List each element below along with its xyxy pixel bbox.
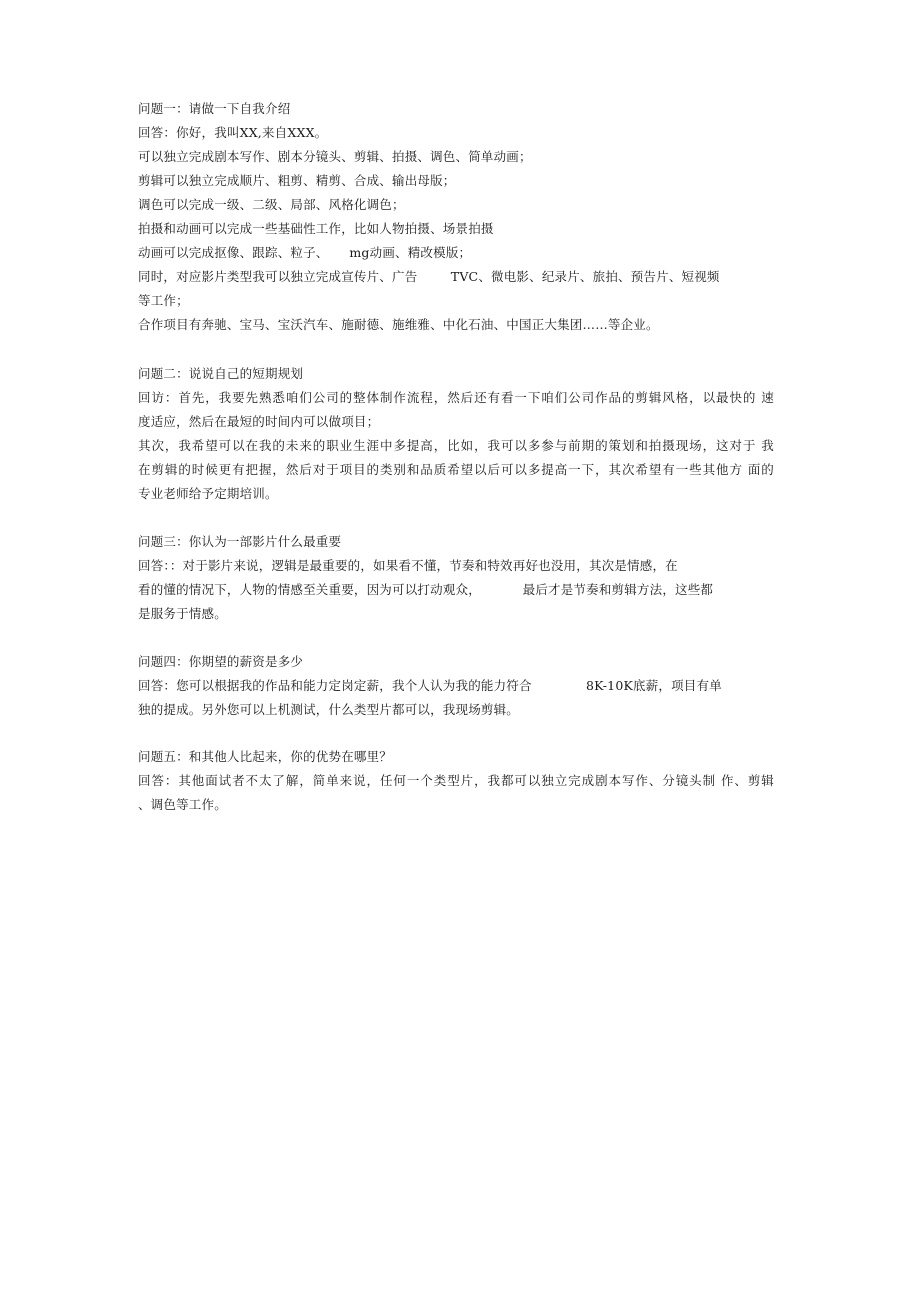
answer-3-line-1: 回答：：对于影片来说，逻辑是最重要的，如果看不懂，节奏和特效再好也没用，其次是情感，在 xyxy=(138,558,678,573)
question-2-heading: 问题二：说说自己的短期规划 xyxy=(138,366,304,381)
answer-5-line-2: 、调色等工作。 xyxy=(138,797,227,812)
question-1-heading: 问题一：请做一下自我介绍 xyxy=(138,101,291,116)
question-3-heading: 问题三：你认为一部影片什么最重要 xyxy=(138,534,342,549)
answer-1-line-5: 拍摄和动画可以完成一些基础性工作，比如人物拍摄、场景拍摄 xyxy=(138,221,494,236)
answer-1-line-1: 回答：你好，我叫XX,来自XXX。 xyxy=(138,125,328,140)
answer-1-line-7: 同时，对应影片类型我可以独立完成宣传片、广告 TVC、微电影、纪录片、旅拍、预告片、短视频 xyxy=(138,269,720,284)
answer-1-line-8: 等工作； xyxy=(138,293,189,308)
question-4-heading: 问题四：你期望的薪资是多少 xyxy=(138,654,304,669)
answer-5-line-1: 回答：其他面试者不太了解，简单来说，任何一个类型片，我都可以独立完成剧本写作、分镜头制 作、剪辑 xyxy=(138,773,774,788)
answer-2-line-1: 回访：首先，我要先熟悉咱们公司的整体制作流程，然后还有看一下咱们公司作品的剪辑风格，以最快的 速 xyxy=(138,390,774,405)
answer-1-line-3: 剪辑可以独立完成顺片、粗剪、精剪、合成、输出母版； xyxy=(138,173,456,188)
answer-1-line-2: 可以独立完成剧本写作、剧本分镜头、剪辑、拍摄、调色、简单动画； xyxy=(138,149,532,164)
answer-1-line-9: 合作项目有奔驰、宝马、宝沃汽车、施耐德、施维雅、中化石油、中国正大集团……等企业。 xyxy=(138,317,659,332)
answer-1-line-4: 调色可以完成一级、二级、局部、风格化调色； xyxy=(138,197,405,212)
answer-3-line-2: 看的懂的情况下，人物的情感至关重要，因为可以打动观众， 最后才是节奏和剪辑方法，这些都 xyxy=(138,582,714,597)
answer-2-line-4: 在剪辑的时候更有把握，然后对于项目的类别和品质希望以后可以多提高一下，其次希望有一些其他方 面的 xyxy=(138,462,774,477)
answer-2-line-2: 度适应，然后在最短的时间内可以做项目； xyxy=(138,414,380,429)
answer-2-line-3: 其次，我希望可以在我的未来的职业生涯中多提高，比如，我可以多参与前期的策划和拍摄现场，这对于 我 xyxy=(138,438,774,453)
answer-3-line-3: 是服务于情感。 xyxy=(138,606,227,621)
answer-2-line-5: 专业老师给予定期培训。 xyxy=(138,486,278,501)
answer-1-line-6: 动画可以完成抠像、跟踪、粒子、 mg动画、精改模版； xyxy=(138,245,472,260)
answer-4-line-1: 回答：您可以根据我的作品和能力定岗定薪，我个人认为我的能力符合 8K-10K底薪，项目有单 xyxy=(138,678,722,693)
answer-4-line-2: 独的提成。另外您可以上机测试，什么类型片都可以，我现场剪辑。 xyxy=(138,702,520,717)
question-5-heading: 问题五：和其他人比起来，你的优势在哪里？ xyxy=(138,749,393,764)
